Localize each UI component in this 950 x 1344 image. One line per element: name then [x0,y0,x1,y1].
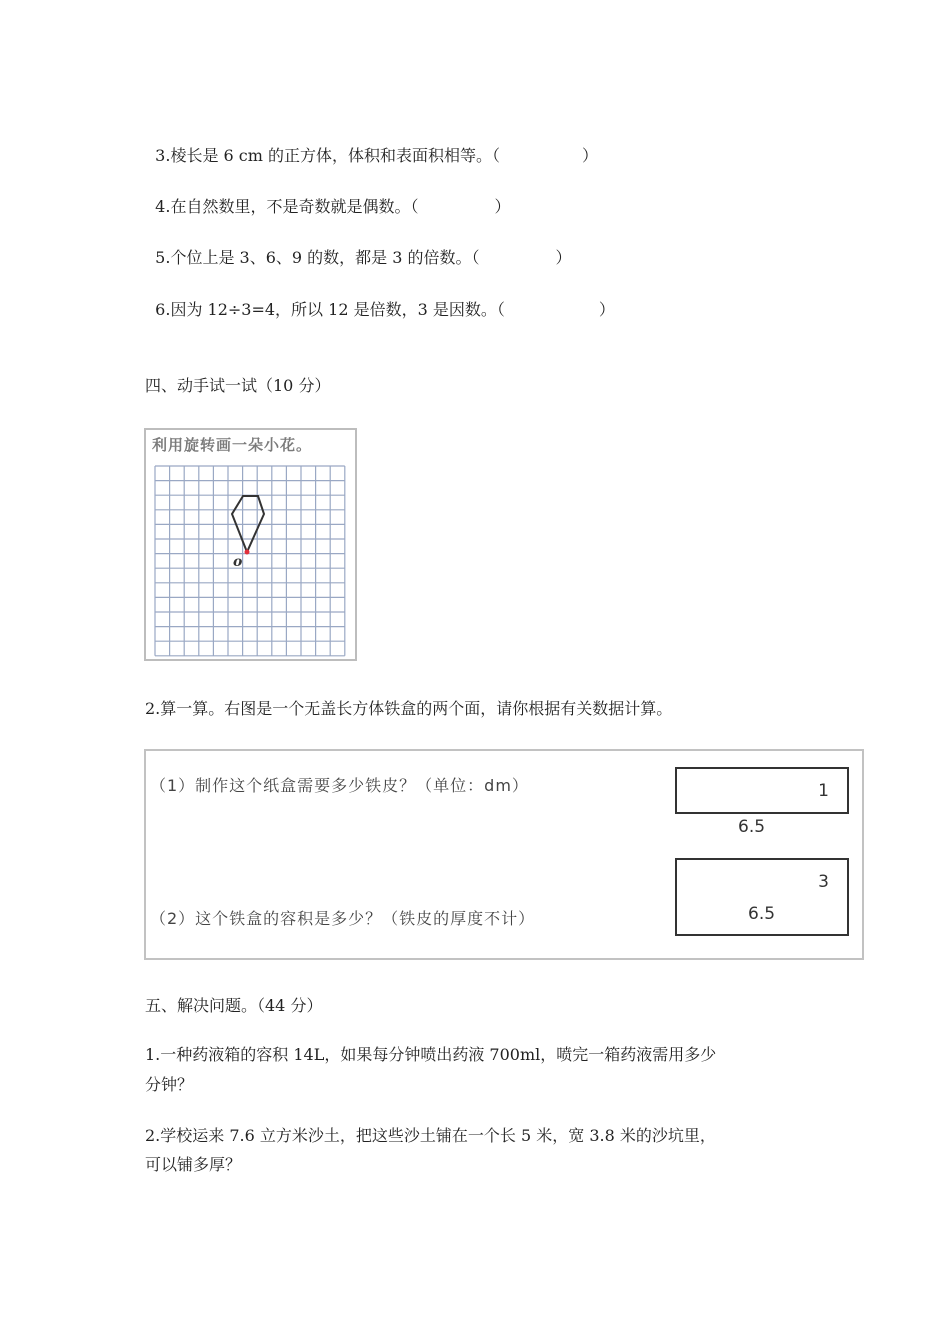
question-5 [145,219,572,271]
question-3-text: 3.棱长是 6 cm 的正方体，体积和表面积相等。（ [155,146,501,165]
box-question-2: （2）这个铁盒的容积是多少？（铁皮的厚度不计） [150,909,536,928]
face-2-length: 6.5 [748,904,776,924]
point-o-label: o [233,554,243,570]
question-6-text: 6.因为 12÷3=4，所以 12 是倍数，3 是因数。（ [155,300,505,319]
box-question-1: （1）制作这个纸盒需要多少铁皮？（单位：dm） [150,776,529,795]
problem-2-line-2: 可以铺多厚？ [145,1155,242,1174]
figure-caption: 利用旋转画一朵小花。 [152,436,313,454]
face-diagram-2 [675,858,849,936]
face-2-height: 3 [818,872,829,892]
face-1-length: 6.5 [738,817,766,837]
section-4-title: 四、动手试一试（10 分） [145,376,331,395]
close-paren: ） [494,197,511,216]
section-5-title: 五、解决问题。（44 分） [145,996,323,1015]
question-4 [145,168,510,220]
question-3 [145,117,598,169]
close-paren: ） [555,248,572,267]
rotation-center-point [245,550,250,555]
question-2-calc: 2.算一算。右图是一个无盖长方体铁盒的两个面，请你根据有关数据计算。 [145,699,673,718]
problem-1-line-1: 1.一种药液箱的容积 14L，如果每分钟喷出药液 700ml，喷完一箱药液需用多少 [145,1045,717,1064]
grid-drawing [146,430,359,663]
face-1-height: 1 [818,781,829,801]
problem-2-line-1: 2.学校运来 7.6 立方米沙土，把这些沙土铺在一个长 5 米，宽 3.8 米的沙坑里， [145,1126,716,1145]
close-paren: ） [582,146,599,165]
rotation-grid-figure [144,428,357,661]
question-6 [145,271,615,323]
close-paren: ） [598,300,615,319]
face-diagram-1 [675,767,849,814]
question-4-text: 4.在自然数里，不是奇数就是偶数。（ [155,197,419,216]
problem-1-line-2: 分钟？ [145,1075,194,1094]
iron-box-problem [144,749,864,960]
question-5-text: 5.个位上是 3、6、9 的数，都是 3 的倍数。（ [155,248,480,267]
